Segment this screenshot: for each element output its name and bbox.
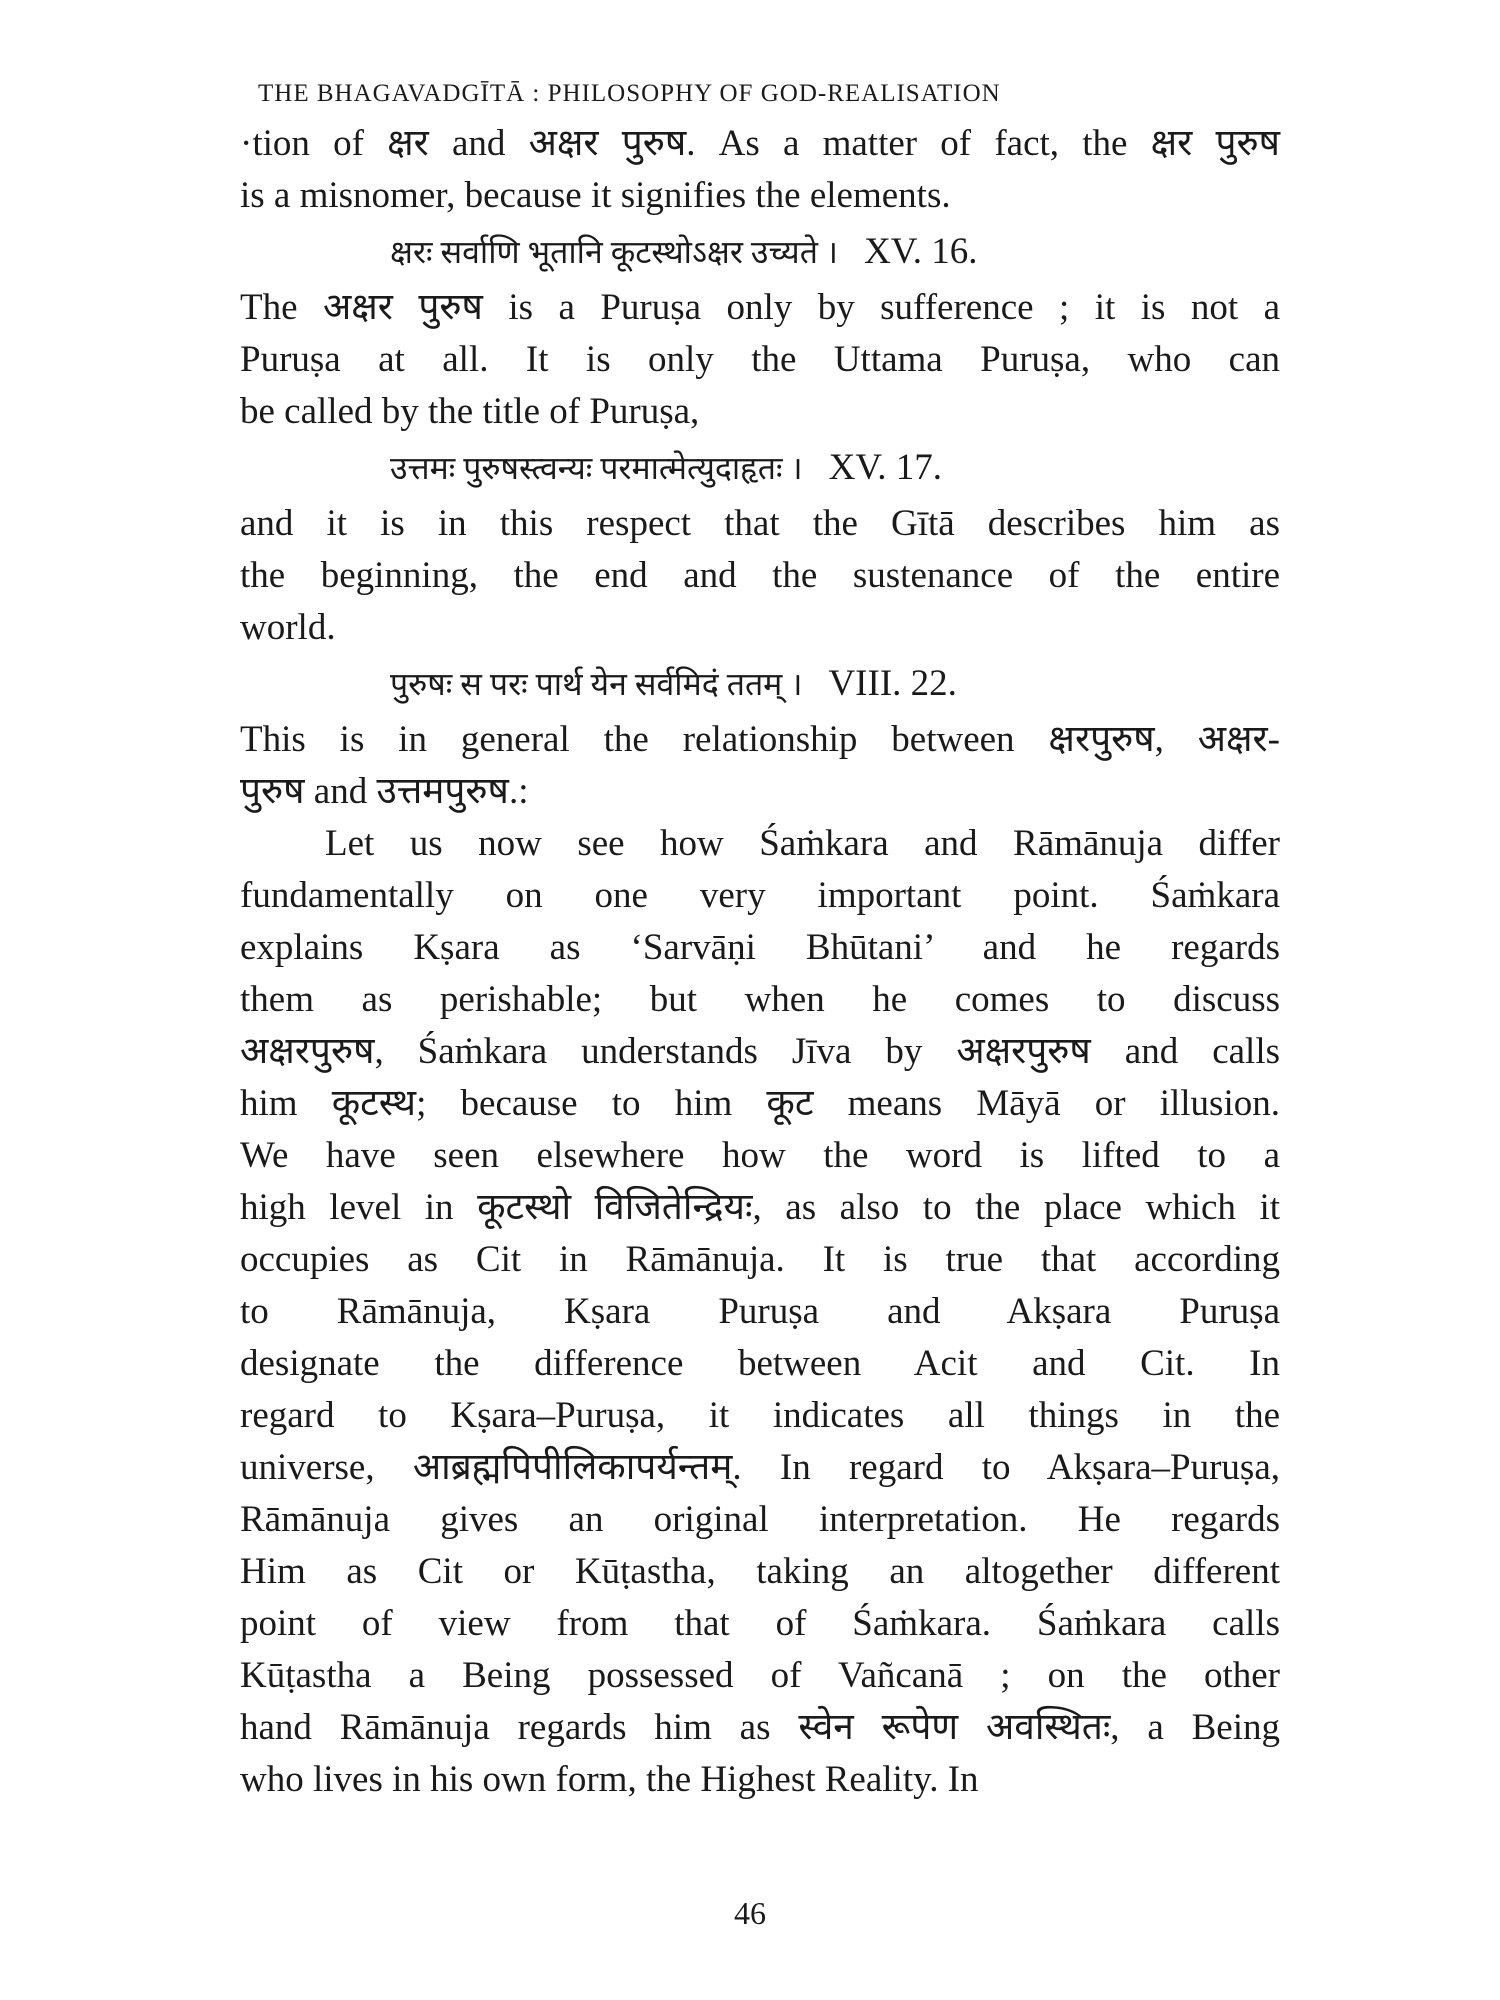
text-line: Him as Cit or Kūṭastha, taking an altogether different xyxy=(240,1551,1280,1592)
body-text xyxy=(240,118,1280,1806)
sanskrit-verse xyxy=(240,654,1280,714)
verse-sanskrit: क्षरः सर्वाणि भूतानि कूटस्थोऽक्षर उच्यते । xyxy=(390,234,839,270)
text-line: point of view from that of Śaṁkara. Śaṁkara calls xyxy=(240,1603,1280,1644)
text-line: regard to Kṣara–Puruṣa, it indicates all things in the xyxy=(240,1395,1280,1436)
page-number: 46 xyxy=(734,1895,766,1931)
text-line: them as perishable; but when he comes to discuss xyxy=(240,979,1280,1020)
text-line: Let us now see how Śaṁkara and Rāmānuja differ xyxy=(325,823,1280,864)
text-line: and it is in this respect that the Gītā describes him as xyxy=(240,503,1280,544)
text-line: is a misnomer, because it signifies the elements. xyxy=(240,175,951,216)
sanskrit-verse xyxy=(240,438,1280,498)
verse-sanskrit: उत्तमः पुरुषस्त्वन्यः परमात्मेत्युदाहृतः । xyxy=(390,450,803,486)
text-line: be called by the title of Puruṣa, xyxy=(240,391,700,432)
text-line: to Rāmānuja, Kṣara Puruṣa and Akṣara Puruṣa xyxy=(240,1291,1280,1332)
text-line: occupies as Cit in Rāmānuja. It is true that according xyxy=(240,1239,1280,1280)
text-line: high level in कूटस्थो विजितेन्द्रियः, as also to the place which it xyxy=(240,1187,1280,1228)
text-line: Rāmānuja gives an original interpretation. He regards xyxy=(240,1499,1280,1540)
sanskrit-verse xyxy=(240,222,1280,282)
verse-sanskrit: पुरुषः स परः पार्थ येन सर्वमिदं ततम् । xyxy=(390,666,803,702)
text-line: who lives in his own form, the Highest Reality. In xyxy=(240,1759,979,1800)
text-line: Puruṣa at all. It is only the Uttama Puruṣa, who can xyxy=(240,339,1280,380)
verse-reference: XV. 17. xyxy=(828,447,943,488)
text-line: the beginning, the end and the sustenance of the entire xyxy=(240,555,1280,596)
text-line: him कूटस्थ; because to him कूट means Māyā or illusion. xyxy=(240,1083,1280,1124)
text-line: अक्षरपुरुष, Śaṁkara understands Jīva by अक्षरपुरुष and calls xyxy=(240,1031,1280,1072)
text-line: This is in general the relationship between क्षरपुरुष, अक्षर- xyxy=(240,719,1280,760)
text-line: पुरुष and उत्तमपुरुष.: xyxy=(240,771,529,812)
verse-reference: VIII. 22. xyxy=(828,663,957,704)
text-line: Kūṭastha a Being possessed of Vañcanā ; on the other xyxy=(240,1655,1280,1696)
running-head: THE BHAGAVADGĪTĀ : PHILOSOPHY OF GOD-REALISATION xyxy=(258,80,1001,107)
text-line: fundamentally on one very important point. Śaṁkara xyxy=(240,875,1280,916)
text-line: universe, आब्रह्मपिपीलिकापर्यन्तम्. In regard to Akṣara–Puruṣa, xyxy=(240,1447,1280,1488)
verse-reference: XV. 16. xyxy=(864,231,978,272)
text-line: We have seen elsewhere how the word is lifted to a xyxy=(240,1135,1280,1176)
text-line: The अक्षर पुरुष is a Puruṣa only by sufference ; it is not a xyxy=(240,287,1280,328)
text-line: hand Rāmānuja regards him as स्वेन रूपेण अवस्थितः, a Being xyxy=(240,1707,1280,1748)
text-line: world. xyxy=(240,607,336,648)
text-line: ·tion of क्षर and अक्षर पुरुष. As a matter of fact, the क्षर पुरुष xyxy=(240,123,1280,164)
text-line: explains Kṣara as ‘Sarvāṇi Bhūtani’ and he regards xyxy=(240,927,1280,968)
text-line: designate the difference between Acit and Cit. In xyxy=(240,1343,1280,1384)
